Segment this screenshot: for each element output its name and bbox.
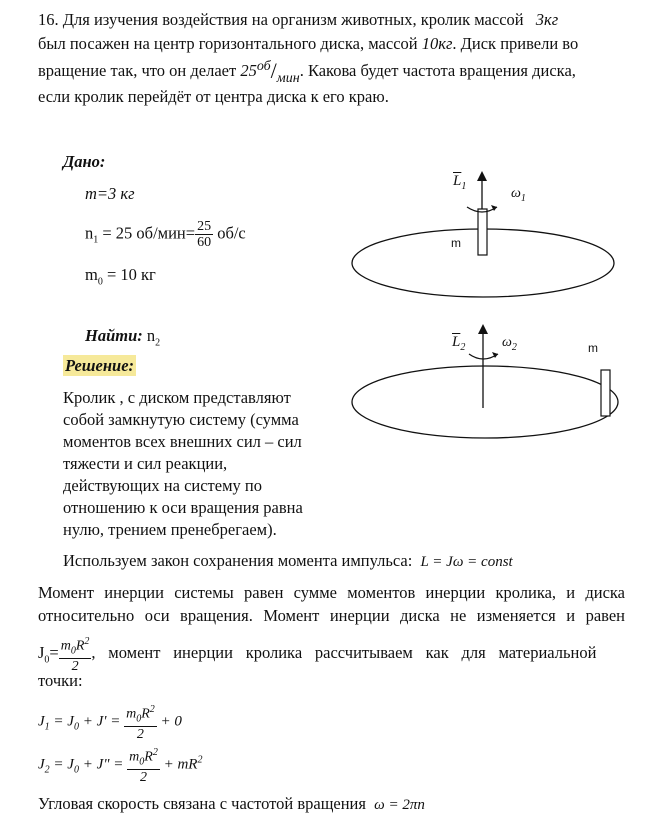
diagram-bottom — [335, 318, 635, 443]
j0-fraction: $\frac{m_0R^2}{2}$ — [60, 636, 90, 675]
top-axis-arrow — [477, 171, 487, 181]
j0-equals: = — [49, 643, 59, 663]
find-line — [85, 325, 160, 353]
problem-text-3b: . Какова будет частота вращения диска, — [299, 61, 576, 80]
m0-subscript: 0 — [97, 276, 103, 288]
n1-fraction-den: 60 — [197, 235, 212, 250]
eq2-fraction: $\frac{m_0R^2}{2}$ — [129, 747, 158, 786]
law-formula: L = Jω = const — [420, 554, 513, 570]
solution-heading: Решение: — [65, 356, 135, 375]
inertia-line-4: точки: — [38, 671, 83, 690]
rotation-rate: 25 — [240, 61, 257, 80]
solution-para-3: моментов всех внешних сил – сил — [63, 432, 302, 451]
rate-unit-top: об — [256, 59, 271, 74]
top-m-label: m — [451, 236, 461, 250]
j0-subscript: 0 — [44, 654, 50, 666]
solution-para-6: отношению к оси вращения равна — [63, 498, 303, 517]
bottom-L-subscript: 2 — [460, 342, 466, 353]
top-L-label — [453, 173, 466, 192]
n1-fraction — [195, 219, 213, 250]
j0-num-r: R — [75, 638, 85, 654]
find-subscript: 2 — [155, 337, 161, 349]
given-mass: m=3 кг — [85, 184, 135, 203]
solution-para-4: тяжести и сил реакции, — [63, 454, 228, 473]
n1-unit: об/с — [213, 223, 246, 243]
bottom-L-label — [452, 334, 465, 353]
law-text: Используем закон сохранения момента импульса: — [63, 551, 413, 570]
eq2-tail: + mR — [163, 756, 198, 773]
inertia-text-3: , момент инерции кролика рассчитываем как для материальной — [91, 643, 597, 663]
n1-value: = 25 об/мин= — [98, 223, 196, 243]
inertia-line-3 — [38, 634, 625, 674]
n1-symbol: n — [85, 223, 94, 243]
given-heading: Дано: — [63, 152, 106, 171]
problem-text-3a: вращение так, что он делает — [38, 61, 237, 80]
eq1-j0-sub: 0 — [73, 721, 79, 733]
eq2-j2: J — [38, 756, 45, 773]
rate-unit-bottom: мин — [276, 71, 300, 86]
top-omega-symbol: ω — [511, 186, 521, 201]
problem-line-2 — [38, 33, 578, 54]
problem-text-1a: 16. Для изучения воздействия на организм животных, кролик массой — [38, 10, 524, 29]
bottom-omega-label — [502, 335, 517, 353]
bottom-omega-symbol: ω — [502, 335, 512, 350]
n1-fraction-num: 25 — [197, 219, 212, 234]
top-L-subscript: 1 — [461, 181, 467, 192]
inertia-line-1: Момент инерции системы равен сумме моментов инерции кролика, и диска — [38, 583, 625, 602]
inertia-line-2: относительно оси вращения. Момент инерции диска не изменяется и равен — [38, 606, 625, 625]
top-omega-label — [511, 186, 526, 204]
eq2-j0: = J — [49, 756, 74, 773]
problem-line-4 — [38, 86, 389, 107]
j0-symbol: J — [38, 643, 45, 663]
eq2-j2-sub: 2 — [44, 764, 50, 776]
solution-para-5: действующих на систему по — [63, 476, 262, 495]
bottom-omega-subscript: 2 — [511, 341, 517, 353]
eq1-j1: J — [38, 713, 45, 730]
equation-j2: $J_2 = J_0 + J$" = $\frac{m_0R^2}{2}$ + $mR^2$ — [38, 747, 203, 786]
problem-text-4: если кролик перейдёт от центра диска к его краю. — [38, 87, 389, 106]
bottom-disk — [352, 366, 618, 438]
law-line — [63, 550, 513, 573]
equation-j1 — [38, 702, 182, 742]
given-disk-mass — [85, 264, 156, 292]
bottom-axis-arrow — [478, 324, 488, 334]
given-frequency — [85, 219, 246, 251]
eq1-j0: = J — [49, 713, 74, 730]
angular-formula: ω = 2πn — [374, 797, 425, 813]
problem-text-2b: . Диск привели во — [452, 34, 579, 53]
solution-para-2: собой замкнутую систему (сумма — [63, 410, 299, 429]
top-omega-subscript: 1 — [520, 192, 526, 204]
angular-text: Угловая скорость связана с частотой вращения — [38, 794, 366, 813]
eq2-jdprime: + J" = — [78, 756, 124, 773]
top-rabbit — [478, 209, 487, 255]
angular-line — [38, 793, 425, 816]
bottom-rabbit — [601, 370, 610, 416]
bottom-m-label: m — [588, 341, 598, 355]
bottom-L-symbol: $\overline{L}$ — [452, 334, 461, 350]
eq1-fraction: $\frac{m_0R^2}{2}$ — [126, 704, 155, 743]
find-label: Найти: — [85, 326, 143, 345]
n1-subscript: 1 — [93, 234, 99, 246]
problem-text-2a: был посажен на центр горизонтального диска, массой — [38, 34, 418, 53]
diagram-top — [345, 165, 645, 300]
rate-unit-slash: / — [270, 58, 277, 83]
problem-line-1 — [38, 9, 628, 30]
eq2-j0-sub: 0 — [73, 764, 79, 776]
j0-den: 2 — [71, 659, 79, 675]
eq1-tail: + 0 — [160, 713, 182, 730]
problem-line-3 — [38, 58, 576, 86]
j0-num-m: m — [60, 638, 71, 654]
m0-symbol: m — [85, 265, 98, 284]
eq1-j1-sub: 1 — [44, 721, 50, 733]
solution-para-7: нулю, трением пренебрегаем). — [63, 520, 277, 539]
j0-num-sub: 0 — [70, 645, 76, 657]
eq1-jprime: + J' = — [78, 713, 121, 730]
rabbit-mass: 3кг — [535, 10, 559, 29]
find-value: n — [146, 326, 156, 345]
m0-value: = 10 кг — [102, 265, 156, 284]
disk-mass: 10кг — [421, 34, 453, 53]
solution-para-1: Кролик , с диском представляют — [63, 388, 291, 407]
top-L-symbol: $\overline{L}$ — [453, 173, 462, 189]
